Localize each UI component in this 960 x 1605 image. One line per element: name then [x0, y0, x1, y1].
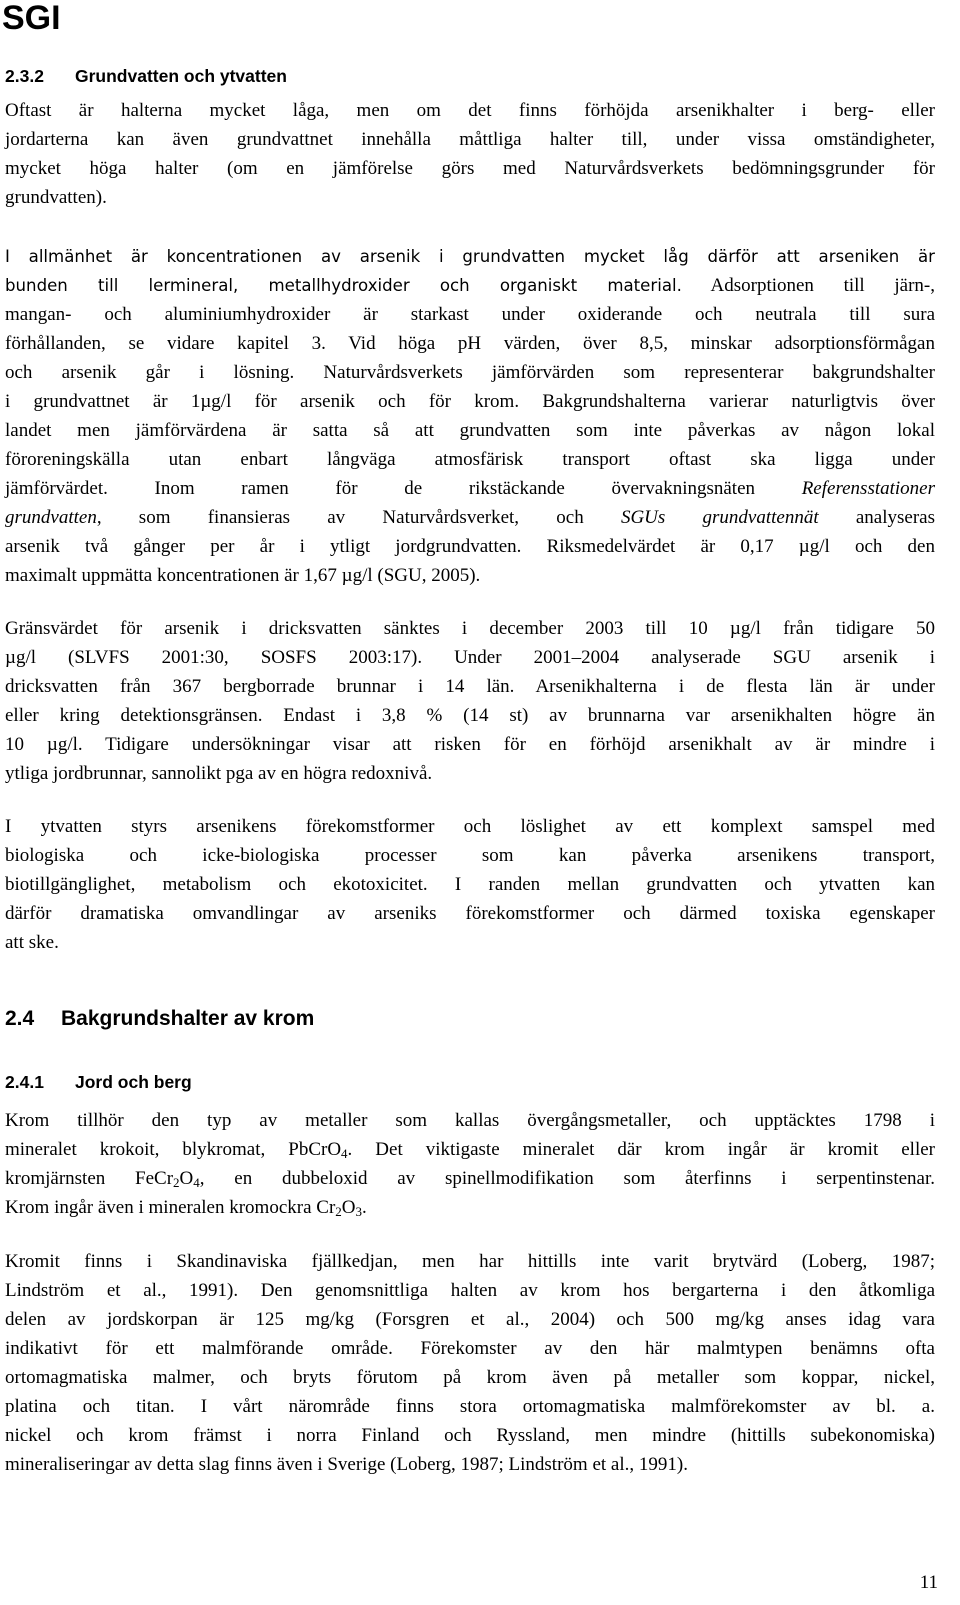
text-segment: O: [341, 1197, 356, 1218]
section-heading-2-4-1: [5, 1072, 192, 1092]
section-number: 2.4.1: [5, 1072, 44, 1092]
text-segment: , en dubbeloxid av spinellmodifikation som återfinns i serpentinstenar.: [199, 1168, 935, 1189]
text-line: [5, 1193, 935, 1222]
text-line: I ytvatten styrs arsenikens förekomstformer och löslighet av ett komplext samspel med: [5, 816, 935, 837]
text-line: I allmänhet är koncentrationen av arsenik i grundvatten mycket låg därför att arseniken är: [5, 247, 935, 266]
text-line: och arsenik går i lösning. Naturvårdsverkets jämförvärden som representerar bakgrundshalter: [5, 362, 935, 383]
paragraph-chromium-minerals: [5, 1106, 935, 1222]
text-line: dricksvatten från 367 bergborrade brunnar i 14 län. Arsenikhalterna i de flesta län är under: [5, 676, 935, 697]
text-segment: jämförvärdet. Inom ramen för de rikstäckande övervakningsnäten: [5, 478, 756, 499]
text-segment: Krom ingår även i mineralen kromockra Cr: [5, 1197, 336, 1218]
text-line: 10 µg/l. Tidigare undersökningar visar att risken för en förhöjd arsenikhalt av är mindre i: [5, 734, 935, 755]
text-segment: kromjärnsten FeCr: [5, 1168, 174, 1189]
text-line: förhållanden, se vidare kapitel 3. Vid höga pH värden, över 8,5, minskar adsorptionsförmågan: [5, 333, 935, 354]
text-segment: . Det viktigaste mineralet där krom ingår är kromit eller: [347, 1139, 935, 1160]
section-title: Bakgrundshalter av krom: [61, 1007, 315, 1030]
text-line: biologiska och icke-biologiska processer som kan påverka arsenikens transport,: [5, 845, 935, 866]
text-line: Oftast är halterna mycket låga, men om det finns förhöjda arsenikhalter i berg- eller: [5, 100, 935, 121]
text-line: ytliga jordbrunnar, sannolikt pga av en högra redoxnivå.: [5, 763, 433, 784]
text-segment: , som finansieras av Naturvårdsverket, och: [96, 507, 584, 528]
text-line: [5, 1135, 935, 1164]
text-line: nickel och krom främst i norra Finland och Ryssland, men mindre (hittills subekonomiska): [5, 1425, 935, 1446]
text-line: [5, 474, 935, 503]
text-segment: Adsorptionen till järn-,: [710, 275, 935, 296]
text-line: Kromit finns i Skandinaviska fjällkedjan, men har hittills inte varit brytvärd (Loberg, 1987;: [5, 1251, 935, 1272]
text-line: [5, 1164, 935, 1193]
sgi-logo: SGI: [2, 0, 61, 37]
subscript: 2: [173, 1175, 180, 1190]
text-line: indikativt för ett malmförande område. Förekomster av den här malmtypen benämns ofta: [5, 1338, 935, 1359]
paragraph-arsenic-concentration: [5, 242, 935, 590]
text-line: eller kring detektionsgränsen. Endast i 3,8 % (14 st) av brunnarna var arsenikhalten högre än: [5, 705, 935, 726]
text-line: att ske.: [5, 932, 59, 953]
section-heading-2-3-2: [5, 66, 287, 86]
text-line: i grundvattnet är 1µg/l för arsenik och för krom. Bakgrundshalterna varierar naturligtvis över: [5, 391, 935, 412]
paragraph-surface-water: [5, 812, 935, 957]
text-line: platina och titan. I vårt närområde finns stora ortomagmatiska malmförekomster av bl. a.: [5, 1396, 935, 1417]
text-line: Krom tillhör den typ av metaller som kallas övergångsmetaller, och upptäcktes 1798 i: [5, 1110, 935, 1131]
subscript: 3: [355, 1204, 363, 1219]
text-segment: analyseras: [855, 507, 935, 528]
text-line: [5, 503, 935, 532]
page-number: 11: [919, 1572, 938, 1593]
text-line: Lindström et al., 1991). Den genomsnittliga halten av krom hos bergarterna i den åtkomliga: [5, 1280, 935, 1301]
text-line: mineraliseringar av detta slag finns även i Sverige (Loberg, 1987; Lindström et al., 1991).: [5, 1454, 688, 1475]
paragraph-arsenic-groundwater-intro: [5, 96, 935, 212]
subscript: 2: [335, 1204, 342, 1219]
text-line: mycket höga halter (om en jämförelse görs med Naturvårdsverkets bedömningsgrunder för: [5, 158, 935, 179]
section-heading-2-4: [5, 1007, 314, 1031]
text-line: mangan- och aluminiumhydroxider är starkast under oxiderande och neutrala till sura: [5, 304, 935, 325]
text-line: delen av jordskorpan är 125 mg/kg (Forsgren et al., 2004) och 500 mg/kg anses idag vara: [5, 1309, 935, 1330]
section-number: 2.4: [5, 1007, 35, 1030]
text-line: maximalt uppmätta koncentrationen är 1,67 µg/l (SGU, 2005).: [5, 565, 481, 586]
text-line: föroreningskälla utan enbart långväga atmosfärisk transport oftast ska ligga under: [5, 449, 935, 470]
text-segment: mineralet krokoit, blykromat, PbCrO: [5, 1139, 342, 1160]
paragraph-chromite-scandinavia: [5, 1247, 935, 1479]
text-line: [5, 271, 935, 300]
text-line: grundvatten).: [5, 187, 107, 208]
subscript: 4: [193, 1175, 200, 1190]
text-line: biotillgänglighet, metabolism och ekotoxicitet. I randen mellan grundvatten och ytvatten kan: [5, 874, 935, 895]
subscript: 4: [341, 1146, 348, 1161]
text-line: landet men jämförvärdena är satta så att grundvatten som inte påverkas av någon lokal: [5, 420, 935, 441]
text-segment: .: [362, 1197, 367, 1218]
italic-term: grundvatten: [5, 507, 97, 528]
text-line: ortomagmatiska malmer, och bryts förutom på krom även på metaller som koppar, nickel,: [5, 1367, 935, 1388]
italic-term: SGUs grundvattennät: [620, 507, 819, 528]
text-line: arsenik två gånger per år i ytligt jordgrundvatten. Riksmedelvärdet är 0,17 µg/l och den: [5, 536, 935, 557]
paragraph-drinking-water-limit: [5, 614, 935, 788]
text-segment: bunden till lermineral, metallhydroxider och organiskt material.: [5, 276, 682, 295]
text-line: Gränsvärdet för arsenik i dricksvatten sänktes i december 2003 till 10 µg/l från tidigare 50: [5, 618, 935, 639]
section-number: 2.3.2: [5, 66, 44, 86]
text-line: därför dramatiska omvandlingar av arseniks förekomstformer och därmed toxiska egenskaper: [5, 903, 935, 924]
italic-term: Referensstationer: [801, 478, 936, 499]
section-title: Grundvatten och ytvatten: [75, 66, 287, 86]
section-title: Jord och berg: [75, 1072, 192, 1092]
text-line: µg/l (SLVFS 2001:30, SOSFS 2003:17). Under 2001–2004 analyserade SGU arsenik i: [5, 647, 935, 668]
text-line: jordarterna kan även grundvattnet innehålla måttliga halter till, under vissa omständigheter,: [5, 129, 935, 150]
text-segment: O: [179, 1168, 194, 1189]
